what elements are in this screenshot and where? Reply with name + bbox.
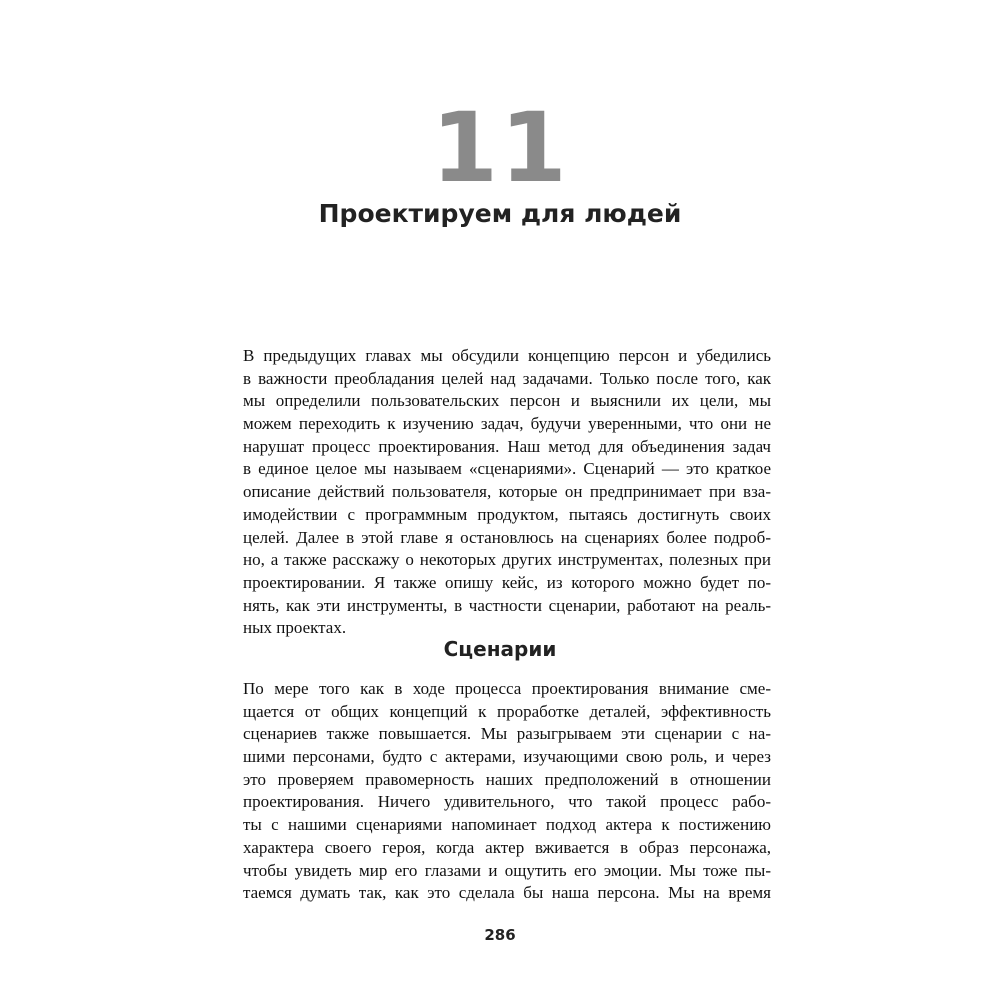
chapter-title: Проектируем для людей [318, 199, 682, 228]
text-line: щается от общих концепций к проработке деталей, эффективность [243, 701, 771, 721]
section-heading: Сценарии [443, 637, 557, 661]
text-line: ты с нашими сценариями напоминает подход актера к постижению [243, 815, 771, 835]
text-line: в важности преобладания целей над задачами. Только после того, как [243, 368, 771, 388]
text-line: имодействии с программным продуктом, пытаясь достигнуть своих [243, 504, 771, 524]
chapter-number: 11 [431, 92, 569, 204]
text-line: В предыдущих главах мы обсудили концепцию персон и убедились [243, 346, 771, 365]
text-line: можем переходить к изучению задач, будучи уверенными, что они не [243, 414, 771, 434]
intro-paragraph [243, 345, 771, 640]
text-line: ных проектах. [243, 618, 347, 638]
text-line: целей. Далее в этой главе я остановлюсь на сценариях более подроб- [243, 527, 771, 547]
text-line: в единое целое мы называем «сценариями». Сценарий — это краткое [243, 459, 771, 479]
text-line: шими персонами, будто с актерами, изучающими свою роль, и через [243, 747, 771, 767]
text-line: но, а также расскажу о некоторых других инструментах, полезных при [243, 550, 771, 570]
text-line: характера своего героя, когда актер вживается в образ персонажа, [243, 837, 771, 857]
text-line: мы определили пользовательских персон и выяснили их цели, мы [243, 391, 771, 411]
text-line: описание действий пользователя, которые он предпринимает при вза- [243, 482, 771, 502]
text-line: нарушат процесс проектирования. Наш метод для объединения задач [243, 436, 771, 456]
page-number: 286 [484, 926, 516, 944]
text-line: проектирования. Ничего удивительного, что такой процесс рабо- [243, 792, 771, 812]
text-line: По мере того как в ходе процесса проектирования внимание сме- [243, 679, 771, 698]
text-line: сценариев также повышается. Мы разыгрываем эти сценарии с на- [243, 724, 771, 744]
text-line: это проверяем правомерность наших предположений в отношении [243, 769, 771, 789]
text-line: чтобы увидеть мир его глазами и ощутить его эмоции. Мы тоже пы- [243, 860, 771, 880]
text-line: нять, как эти инструменты, в частности сценарии, работают на реаль- [243, 595, 771, 615]
text-line: проектировании. Я также опишу кейс, из которого можно будет по- [243, 572, 771, 592]
text-line: таемся думать так, как это сделала бы наша персона. Мы на время [243, 883, 771, 903]
section-paragraph [243, 678, 771, 905]
